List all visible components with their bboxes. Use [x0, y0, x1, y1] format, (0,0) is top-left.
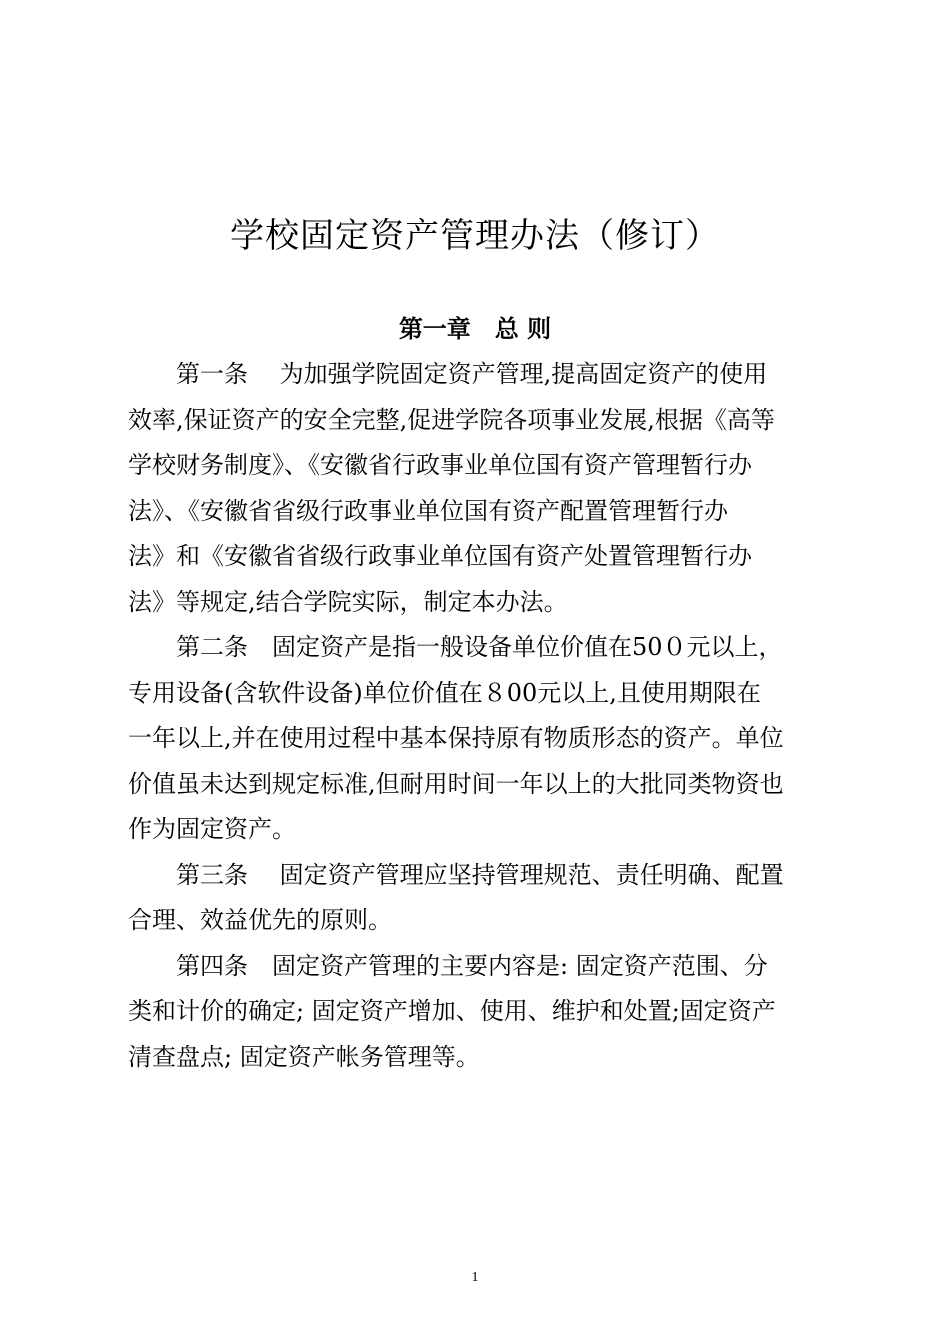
text-line: 法》等规定,结合学院实际，制定本办法。 [128, 587, 568, 616]
article-2-paragraph [128, 625, 832, 853]
text-line: 类和计价的确定; 固定资产增加、使用、维护和处置;固定资产 [128, 997, 776, 1025]
text-line: 法》、《安徽省省级行政事业单位国有资产配置管理暂行办 [128, 496, 728, 525]
text-line: 效率,保证资产的安全完整,促进学院各项事业发展,根据《高等 [128, 405, 775, 434]
text-line: 第三条 固定资产管理应坚持管理规范、责任明确、配置 [176, 860, 784, 889]
chapter-title: 第一章 总 则 [398, 314, 552, 343]
text-line: 作为固定资产。 [128, 815, 296, 843]
article-1-paragraph [128, 352, 832, 625]
text-line: 专用设备(含软件设备)单位价值在８00元以上,且使用期限在 [128, 678, 761, 707]
text-line: 清查盘点; 固定资产帐务管理等。 [128, 1042, 480, 1071]
text-line: 价值虽未达到规定标准,但耐用时间一年以上的大批同类物资也 [128, 769, 784, 798]
text-line: 学校财务制度》、《安徽省行政事业单位国有资产管理暂行办 [128, 451, 752, 479]
document-title: 学校固定资产管理办法（修订） [230, 216, 720, 256]
text-line: 法》和《安徽省省级行政事业单位国有资产处置管理暂行办 [128, 542, 752, 570]
text-line: 第四条 固定资产管理的主要内容是: 固定资产范围、分 [176, 951, 768, 980]
page-number: 1 [471, 1270, 479, 1285]
text-line: 第二条 固定资产是指一般设备单位价值在50０元以上， [176, 633, 783, 661]
document-body [128, 352, 832, 1080]
text-line: 合理、效益优先的原则。 [128, 906, 392, 934]
article-4-paragraph [128, 944, 832, 1081]
text-line: 一年以上,并在使用过程中基本保持原有物质形态的资产。单位 [128, 724, 784, 752]
article-3-paragraph [128, 853, 832, 944]
text-line: 第一条 为加强学院固定资产管理,提高固定资产的使用 [176, 360, 768, 388]
